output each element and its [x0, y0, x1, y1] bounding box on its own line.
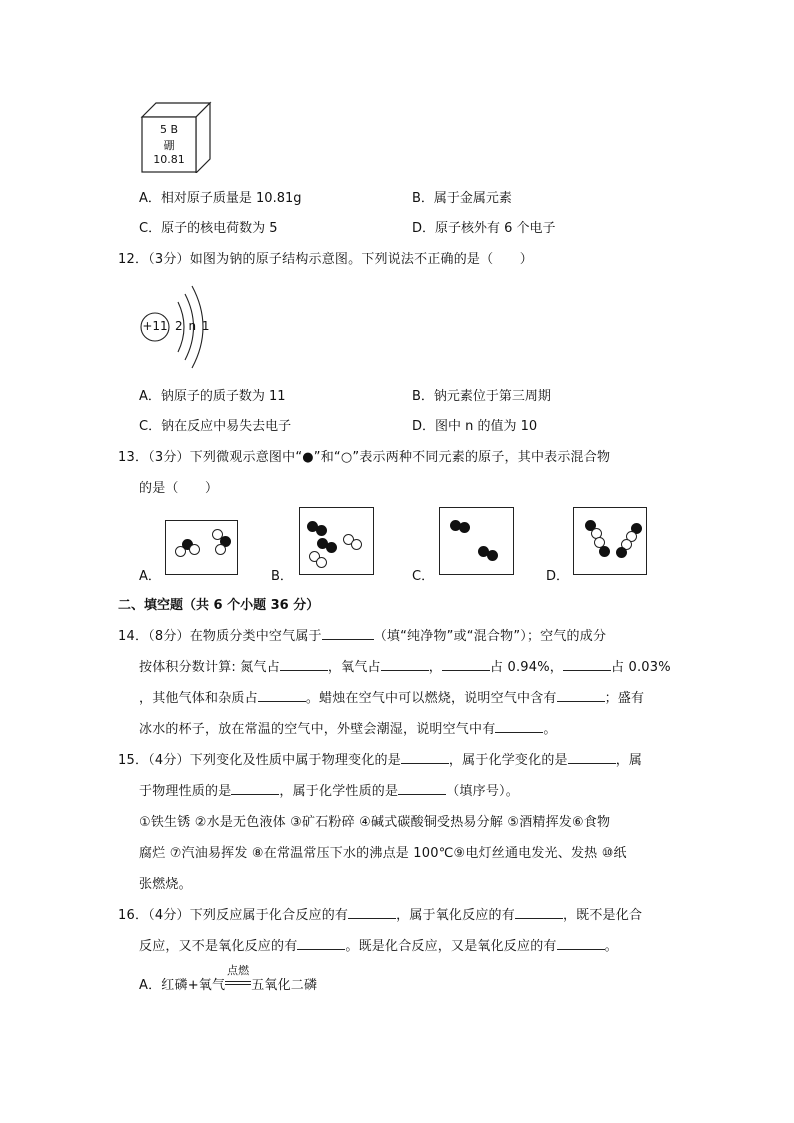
- q13-diagram-b: [299, 507, 374, 575]
- reaction-condition: 点燃: [226, 964, 250, 977]
- white-atom: [316, 557, 327, 568]
- answer-blank[interactable]: [557, 937, 605, 950]
- answer-blank[interactable]: [258, 689, 306, 702]
- q16-option-a: [139, 964, 318, 993]
- q13-label-d: D．: [546, 569, 570, 584]
- q13-stem-line2: 的是（ ）: [139, 481, 219, 496]
- q14-line4: [139, 718, 557, 737]
- q13-label-b: B．: [271, 569, 293, 584]
- answer-blank[interactable]: [280, 658, 328, 671]
- q15-text: ，属于化学性质的是: [279, 784, 399, 799]
- q13-label-a: A．: [139, 569, 161, 584]
- q14-text: 占 0.94%，: [489, 660, 563, 675]
- white-atom: [215, 544, 226, 555]
- sodium-atom-diagram: [138, 280, 228, 374]
- q11-option-a: A．相对原子质量是 10.81g: [139, 191, 302, 206]
- q13-diagram-d: [573, 507, 647, 575]
- q12-stem: 12．（3分）如图为钠的原子结构示意图。下列说法不正确的是（ ）: [118, 252, 533, 267]
- q14-text: 。: [543, 722, 557, 737]
- q15-line5: 张燃烧。: [139, 877, 192, 892]
- black-atom: [316, 525, 327, 536]
- answer-blank[interactable]: [563, 658, 611, 671]
- q14-text: 。蜡烛在空气中可以燃烧，说明空气中含有: [305, 691, 557, 706]
- answer-blank[interactable]: [495, 720, 543, 733]
- reactants: A．红磷+氧气: [139, 978, 226, 993]
- q14-text: 占 0.03%: [610, 660, 671, 675]
- q15-text: ，属: [615, 753, 643, 768]
- equals-line: [225, 981, 251, 982]
- answer-blank[interactable]: [398, 782, 446, 795]
- q12-option-c: C．钠在反应中易失去电子: [139, 419, 292, 434]
- element-name: 硼: [163, 139, 175, 152]
- q14-text: （填“纯净物”或“混合物”）；空气的成分: [373, 629, 607, 644]
- q16-line1: [118, 904, 642, 923]
- answer-blank[interactable]: [557, 689, 605, 702]
- q14-text: ，氧气占: [327, 660, 381, 675]
- q14-text: 按体积分数计算: 氮气占: [139, 660, 280, 675]
- equals-line: [225, 984, 251, 985]
- answer-blank[interactable]: [381, 658, 429, 671]
- products: 五氧化二磷: [251, 978, 318, 993]
- q11-option-c: C．原子的核电荷数为 5: [139, 221, 278, 236]
- q15-line1: [118, 749, 642, 768]
- white-atom: [351, 539, 362, 550]
- q16-text: ，属于氧化反应的有: [396, 908, 515, 923]
- q14-line2: [139, 656, 671, 675]
- element-card: [140, 101, 212, 173]
- q15-line4: 腐烂 ⑦汽油易挥发 ⑧在常温常压下水的沸点是 100℃⑨电灯丝通电发光、发热 ⑩纸: [139, 846, 627, 861]
- q15-text: ，属于化学变化的是: [448, 753, 568, 768]
- q13-diagram-a: [165, 520, 238, 575]
- white-atom: [189, 544, 200, 555]
- section-title: 二、填空题（共 6 个小题 36 分）: [118, 598, 320, 613]
- q14-text: 冰水的杯子，放在常温的空气中，外壁会潮湿，说明空气中有: [139, 722, 496, 737]
- q15-text: 15．（4分）下列变化及性质中属于物理变化的是: [118, 753, 401, 768]
- q13-label-c: C．: [412, 569, 435, 584]
- q15-text: （填序号）。: [446, 784, 519, 799]
- q14-text: ；盛有: [604, 691, 645, 706]
- answer-blank[interactable]: [348, 906, 396, 919]
- q16-text: 。: [604, 939, 618, 954]
- answer-blank[interactable]: [515, 906, 563, 919]
- answer-blank[interactable]: [322, 627, 374, 640]
- black-atom: [326, 542, 337, 553]
- answer-blank[interactable]: [568, 751, 616, 764]
- q11-option-d: D．原子核外有 6 个电子: [412, 221, 556, 236]
- black-atom: [599, 546, 610, 557]
- q16-text: ，既不是化合: [562, 908, 643, 923]
- q16-text: 。既是化合反应，又是氧化反应的有: [345, 939, 557, 954]
- q12-option-b: B．钠元素位于第三周期: [412, 389, 551, 404]
- q15-line3: ①铁生锈 ②水是无色液体 ③矿石粉碎 ④碱式碳酸铜受热易分解 ⑤酒精挥发⑥食物: [139, 815, 611, 830]
- answer-blank[interactable]: [401, 751, 449, 764]
- q16-text: 反应，又不是氧化反应的有: [139, 939, 298, 954]
- black-atom: [487, 550, 498, 561]
- q15-text: 于物理性质的是: [139, 784, 232, 799]
- q14-line3: [139, 687, 644, 706]
- q14-text: ，其他气体和杂质占: [139, 691, 258, 706]
- nucleus-label: +11: [142, 319, 168, 333]
- black-atom: [459, 522, 470, 533]
- answer-blank[interactable]: [231, 782, 279, 795]
- q12-option-d: D．图中 n 的值为 10: [412, 419, 538, 434]
- reaction-arrow: [225, 964, 251, 989]
- q13-stem-line1: 13．（3分）下列微观示意图中“●”和“○”表示两种不同元素的原子，其中表示混合物: [118, 450, 611, 465]
- q14-text: ，: [428, 660, 442, 675]
- q11-option-b: B．属于金属元素: [412, 191, 512, 206]
- q14-line1: [118, 625, 606, 644]
- answer-blank[interactable]: [297, 937, 345, 950]
- q15-line2: [139, 780, 519, 799]
- answer-blank[interactable]: [442, 658, 490, 671]
- q12-option-a: A．钠原子的质子数为 11: [139, 389, 286, 404]
- black-atom: [616, 547, 627, 558]
- q14-text: 14．（8分）在物质分类中空气属于: [118, 629, 322, 644]
- q13-diagram-c: [439, 507, 514, 575]
- q16-line2: [139, 935, 618, 954]
- element-mass: 10.81: [153, 153, 185, 166]
- q16-text: 16．（4分）下列反应属于化合反应的有: [118, 908, 349, 923]
- element-number-symbol: 5 B: [159, 123, 179, 136]
- shell-electrons: 2 n 1: [175, 319, 211, 333]
